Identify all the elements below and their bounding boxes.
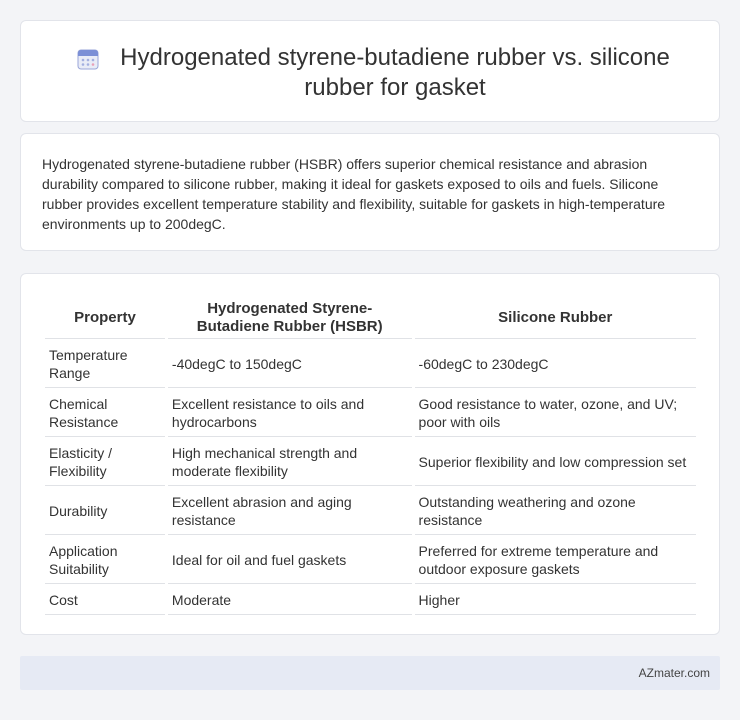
hsbr-cell: High mechanical strength and moderate flexibility xyxy=(168,439,412,486)
footer-brand-link[interactable]: AZmater.com xyxy=(638,666,710,680)
column-header-property: Property xyxy=(45,298,165,339)
table-row xyxy=(45,586,696,615)
hsbr-cell: Moderate xyxy=(168,586,412,615)
property-cell: Elasticity / Flexibility xyxy=(45,439,165,486)
property-cell: Chemical Resistance xyxy=(45,390,165,437)
title-card xyxy=(20,20,720,122)
property-cell: Durability xyxy=(45,488,165,535)
comparison-table xyxy=(42,296,699,617)
silicone-cell: Good resistance to water, ozone, and UV; poor with oils xyxy=(415,390,696,437)
property-cell: Application Suitability xyxy=(45,537,165,584)
footer-bar xyxy=(20,656,720,690)
silicone-cell: Superior flexibility and low compression set xyxy=(415,439,696,486)
property-cell: Temperature Range xyxy=(45,341,165,388)
silicone-cell: Higher xyxy=(415,586,696,615)
hsbr-cell: -40degC to 150degC xyxy=(168,341,412,388)
table-row xyxy=(45,439,696,486)
hsbr-cell: Excellent abrasion and aging resistance xyxy=(168,488,412,535)
comparison-card xyxy=(20,273,720,635)
table-row xyxy=(45,537,696,584)
silicone-cell: -60degC to 230degC xyxy=(415,341,696,388)
hsbr-cell: Ideal for oil and fuel gaskets xyxy=(168,537,412,584)
column-header-silicone: Silicone Rubber xyxy=(415,298,696,339)
property-cell: Cost xyxy=(45,586,165,615)
table-header-row xyxy=(45,298,696,339)
summary-paragraph: Hydrogenated styrene-butadiene rubber (HSBR) offers superior chemical resistance and abrasion durability compared to silicone rubber, making it ideal for gaskets exposed to oils and fuels. Silicone rubber provides excellent temperature stability and flexibility, suitable for gaskets in high-temperature environments up to 200degC. xyxy=(42,156,666,232)
hsbr-cell: Excellent resistance to oils and hydrocarbons xyxy=(168,390,412,437)
silicone-cell: Preferred for extreme temperature and outdoor exposure gaskets xyxy=(415,537,696,584)
column-header-hsbr: Hydrogenated Styrene-Butadiene Rubber (HSBR) xyxy=(168,298,412,339)
summary-card xyxy=(20,133,720,251)
silicone-cell: Outstanding weathering and ozone resistance xyxy=(415,488,696,535)
table-row xyxy=(45,488,696,535)
table-row xyxy=(45,341,696,388)
page-title: Hydrogenated styrene-butadiene rubber vs. silicone rubber for gasket xyxy=(120,44,670,101)
table-row xyxy=(45,390,696,437)
